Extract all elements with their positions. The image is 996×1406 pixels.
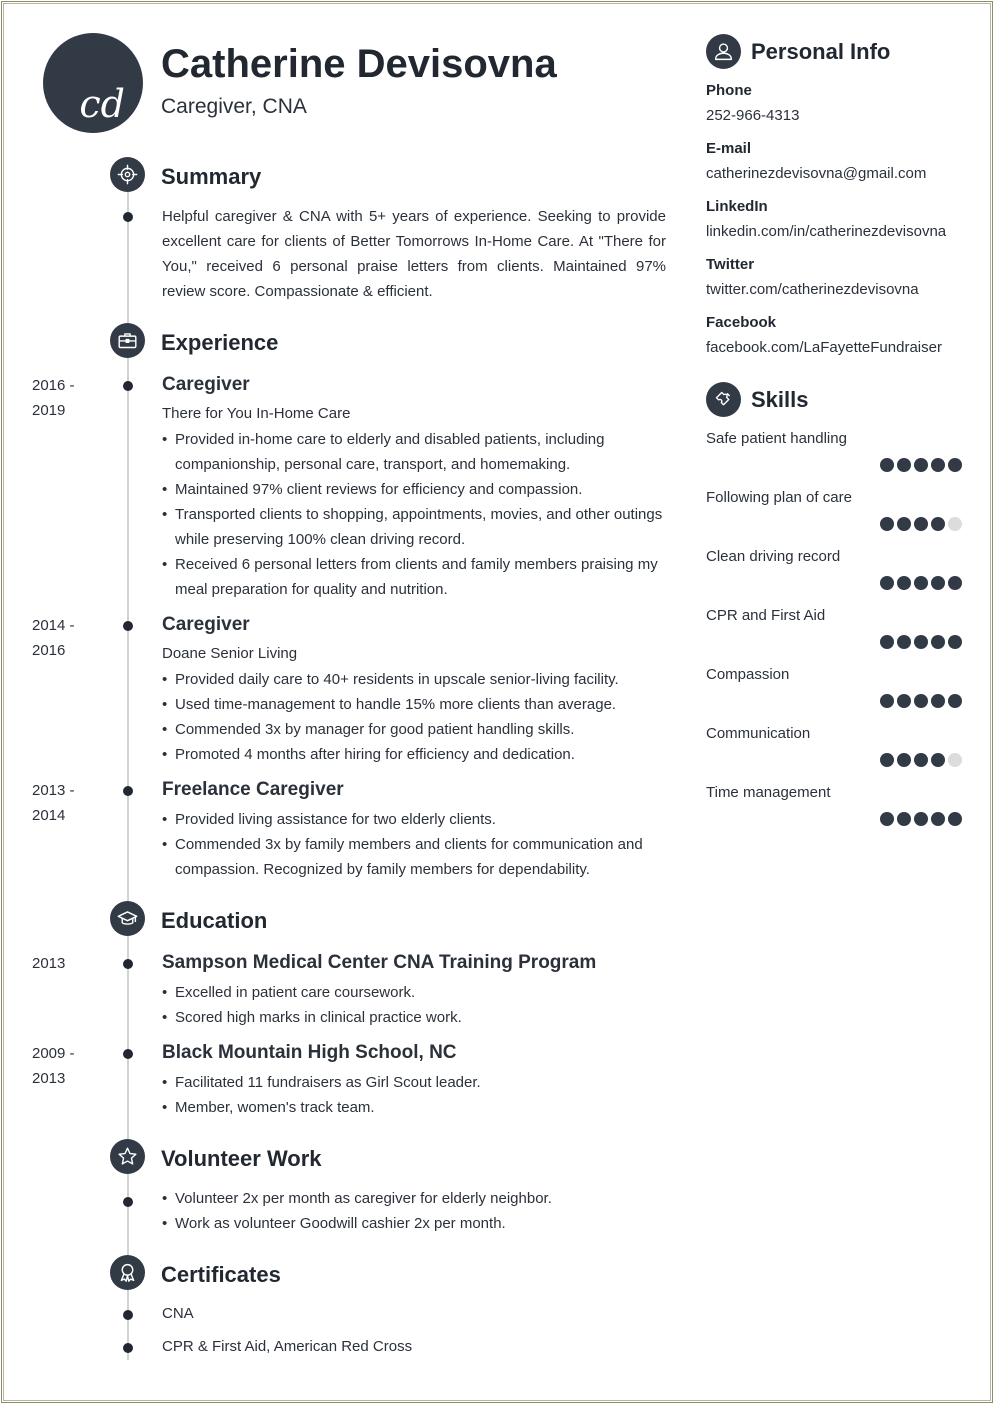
bullet-item: • Transported clients to shopping, appointments, movies, and other outings while preserving 100% clean driving record.	[162, 502, 667, 552]
skill-dot-filled	[897, 517, 911, 531]
skill-dot-filled	[880, 458, 894, 472]
facebook-label: Facebook	[706, 314, 777, 331]
linkedin-label: LinkedIn	[706, 198, 768, 215]
skill-dot-filled	[897, 694, 911, 708]
skill-dot-filled	[897, 458, 911, 472]
timeline-dot	[123, 959, 133, 969]
monogram-avatar	[43, 33, 143, 133]
education-bullets	[162, 1070, 667, 1120]
award-ribbon-icon	[110, 1255, 145, 1290]
job-employer: There for You In-Home Care	[162, 405, 351, 422]
skill-dot-filled	[914, 576, 928, 590]
timeline-dot	[123, 786, 133, 796]
skill-rating	[880, 458, 964, 472]
skill-rating	[880, 812, 964, 826]
certificate-item: CPR & First Aid, American Red Cross	[162, 1338, 413, 1355]
skill-dot-filled	[914, 517, 928, 531]
skill-dot-filled	[897, 812, 911, 826]
skill-dot-filled	[914, 812, 928, 826]
volunteer-bullets	[162, 1186, 667, 1236]
bullet-item: • Provided daily care to 40+ residents in upscale senior-living facility.	[162, 667, 667, 692]
skill-dot-filled	[914, 694, 928, 708]
bullet-item: • Scored high marks in clinical practice work.	[162, 1005, 667, 1030]
skills-heading: Skills	[751, 387, 809, 412]
summary-text: Helpful caregiver & CNA with 5+ years of experience. Seeking to provide excellent care for clients of Better Tomorrows In-Home Care. At "There for You," received 6 personal praise letters from clients. Maintained 97% review score. Compassionate & efficient.	[162, 208, 666, 300]
skill-dot-filled	[914, 458, 928, 472]
job-title: Caregiver	[162, 614, 250, 635]
bullet-item: • Provided in-home care to elderly and disabled patients, including companionship, personal care, transport, and homemaking.	[162, 427, 667, 477]
certificate-item: CNA	[162, 1305, 194, 1322]
bullet-item: • Volunteer 2x per month as caregiver for elderly neighbor.	[162, 1186, 667, 1211]
skill-dot-filled	[948, 458, 962, 472]
timeline-dot	[123, 1310, 133, 1320]
skill-dot-filled	[880, 753, 894, 767]
facebook-link[interactable]: facebook.com/LaFayetteFundraiser	[706, 339, 942, 356]
bullet-item: • Work as volunteer Goodwill cashier 2x per month.	[162, 1211, 667, 1236]
skill-dot-filled	[880, 635, 894, 649]
job-bullets	[162, 807, 667, 882]
skill-name: Safe patient handling	[706, 430, 847, 447]
skill-dot-filled	[897, 576, 911, 590]
education-date: 2013	[32, 955, 66, 972]
personal-info-heading: Personal Info	[751, 39, 891, 64]
skill-rating	[880, 517, 964, 531]
phone-value[interactable]: 252-966-4313	[706, 107, 800, 124]
linkedin-link[interactable]: linkedin.com/in/catherinezdevisovna	[706, 223, 947, 240]
bullet-item: • Provided living assistance for two elderly clients.	[162, 807, 667, 832]
timeline-dot	[123, 1343, 133, 1353]
briefcase-icon	[110, 323, 145, 358]
job-bullets	[162, 667, 667, 767]
skill-name: Clean driving record	[706, 548, 841, 565]
bullet-item: • Received 6 personal letters from clients and family members praising my meal preparation for quality and nutrition.	[162, 552, 667, 602]
experience-heading: Experience	[161, 330, 279, 355]
skill-dot-filled	[931, 517, 945, 531]
bullet-item: • Facilitated 11 fundraisers as Girl Scout leader.	[162, 1070, 667, 1095]
user-icon	[706, 34, 741, 69]
certificates-heading: Certificates	[161, 1262, 281, 1287]
bullet-item: • Member, women's track team.	[162, 1095, 667, 1120]
phone-label: Phone	[706, 82, 752, 99]
candidate-title: Caregiver, CNA	[161, 95, 307, 118]
twitter-label: Twitter	[706, 256, 755, 273]
skill-rating	[880, 753, 964, 767]
bullet-item: • Used time-management to handle 15% more clients than average.	[162, 692, 667, 717]
education-heading: Education	[161, 908, 268, 933]
puzzle-piece-icon	[706, 382, 741, 417]
skill-dot-filled	[948, 635, 962, 649]
job-date: 2016 - 2019	[32, 377, 75, 419]
star-icon	[110, 1139, 145, 1174]
skill-dot-filled	[880, 576, 894, 590]
skill-dot-filled	[948, 576, 962, 590]
summary-heading: Summary	[161, 164, 262, 189]
timeline-dot	[123, 621, 133, 631]
skill-dot-filled	[931, 812, 945, 826]
candidate-name: Catherine Devisovna	[161, 42, 557, 86]
job-employer: Doane Senior Living	[162, 645, 298, 662]
skill-dot-filled	[948, 694, 962, 708]
skill-name: CPR and First Aid	[706, 607, 826, 624]
skill-name: Time management	[706, 784, 831, 801]
target-icon	[110, 157, 145, 192]
monogram-initials: cd	[79, 82, 125, 126]
job-title: Caregiver	[162, 374, 250, 395]
skill-dot-filled	[931, 694, 945, 708]
skill-dot-filled	[931, 635, 945, 649]
skill-rating	[880, 694, 964, 708]
twitter-link[interactable]: twitter.com/catherinezdevisovna	[706, 281, 919, 298]
job-date: 2014 - 2016	[32, 617, 75, 659]
skill-dot-filled	[880, 517, 894, 531]
skill-dot-filled	[897, 753, 911, 767]
timeline-dot	[123, 212, 133, 222]
school-name: Sampson Medical Center CNA Training Program	[162, 952, 597, 973]
bullet-item: • Commended 3x by family members and clients for communication and compassion. Recognized by family members for dependability.	[162, 832, 667, 882]
job-bullets	[162, 427, 667, 602]
skill-dot-empty	[948, 753, 962, 767]
skill-rating	[880, 576, 964, 590]
skill-dot-filled	[948, 812, 962, 826]
education-date: 2009 - 2013	[32, 1045, 75, 1087]
email-value[interactable]: catherinezdevisovna@gmail.com	[706, 165, 927, 182]
skill-name: Compassion	[706, 666, 790, 683]
skill-dot-filled	[914, 753, 928, 767]
skill-dot-filled	[897, 635, 911, 649]
bullet-item: • Maintained 97% client reviews for efficiency and compassion.	[162, 477, 667, 502]
skill-dot-empty	[948, 517, 962, 531]
skill-dot-filled	[880, 812, 894, 826]
graduation-cap-icon	[110, 901, 145, 936]
skill-dot-filled	[931, 458, 945, 472]
email-label: E-mail	[706, 140, 752, 157]
job-title: Freelance Caregiver	[162, 779, 344, 800]
education-bullets	[162, 980, 667, 1030]
skill-name: Communication	[706, 725, 811, 742]
volunteer-heading: Volunteer Work	[161, 1146, 322, 1171]
timeline-dot	[123, 381, 133, 391]
skill-name: Following plan of care	[706, 489, 852, 506]
job-date: 2013 - 2014	[32, 782, 75, 824]
skill-dot-filled	[931, 753, 945, 767]
bullet-item: • Promoted 4 months after hiring for efficiency and dedication.	[162, 742, 667, 767]
skill-rating	[880, 635, 964, 649]
skill-dot-filled	[931, 576, 945, 590]
school-name: Black Mountain High School, NC	[162, 1042, 457, 1063]
timeline-dot	[123, 1049, 133, 1059]
skill-dot-filled	[880, 694, 894, 708]
timeline-dot	[123, 1197, 133, 1207]
bullet-item: • Excelled in patient care coursework.	[162, 980, 667, 1005]
skill-dot-filled	[914, 635, 928, 649]
bullet-item: • Commended 3x by manager for good patient handling skills.	[162, 717, 667, 742]
